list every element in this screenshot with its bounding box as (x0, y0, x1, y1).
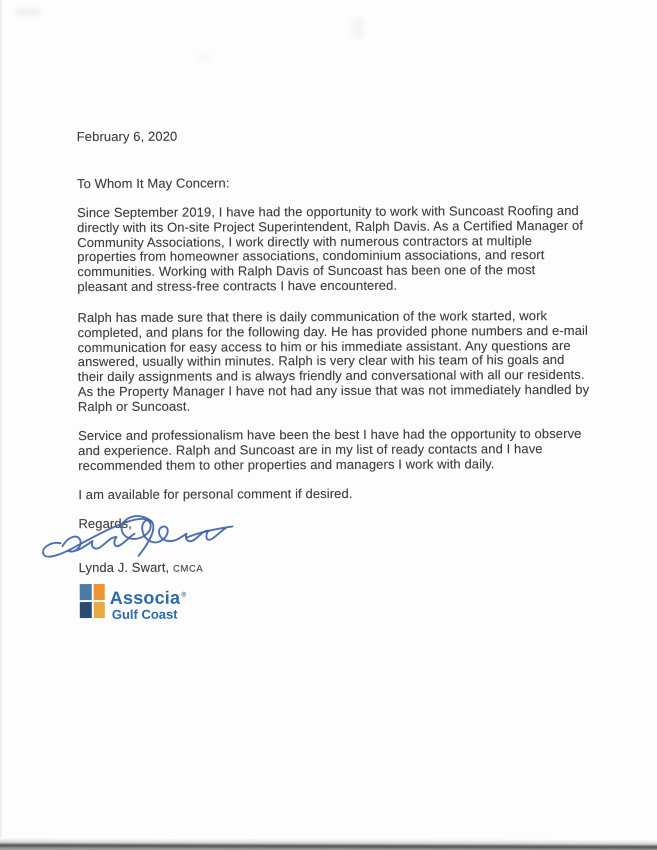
salutation: To Whom It May Concern: (76, 175, 230, 192)
logo-text-block (110, 584, 187, 622)
brand-name: Associa® (109, 587, 187, 608)
logo-square-bottom-right (93, 602, 105, 618)
signer-name: Lynda J. Swart, (78, 559, 170, 576)
signer-credentials: CMCA (172, 563, 204, 575)
associa-logo-mark-icon (80, 584, 105, 618)
scan-smudge (16, 8, 40, 16)
paragraph-introduction: Since September 2019, I have had the opportunity to work with Suncoast Roofing and directly with its On-site Project Superintendent, Ralph Davis. As a Certified Manager of Community Associations, I work directly with numerous contractors at multiple properties from homeowner associations, condominium associations, and resort communities. Working with Ralph Davis of Suncoast has been one of the most pleasant and stress-free contracts I have encountered. (77, 202, 584, 295)
logo-square-top-right (93, 584, 105, 600)
letter-date: February 6, 2020 (76, 128, 178, 145)
paragraph-communication: Ralph has made sure that there is daily communication of the work started, work completed, and plans for the following day. He has provided phone numbers and e-mail communication for easy access to him or his immediate assistant. Any questions are answered, usually within minutes. Ralph is very clear with his team of his goals and their daily assignments and is always friendly and conversational with all our residents. As the Property Manager I have not had any issue that was not immediately handled by Ralph or Suncoast. (77, 308, 590, 414)
availability-line: I am available for personal comment if desired. (78, 485, 353, 503)
brand-region: Gulf Coast (111, 606, 178, 622)
logo-square-top-left (80, 584, 92, 600)
scan-smudge (352, 18, 364, 38)
scan-smudge (196, 55, 212, 62)
associa-logo (80, 584, 187, 622)
logo-square-bottom-left (80, 602, 92, 618)
typed-signature-name (79, 559, 595, 578)
trademark-symbol: ® (181, 591, 187, 599)
paragraph-recommendation: Service and professionalism have been the best I have had the opportunity to observe and experience. Ralph and Suncoast are in my list of ready contacts and I have recommended them to other properties and managers I work with daily. (78, 425, 582, 473)
closing-line: Regards, (78, 515, 133, 532)
scan-page-bottom-edge (0, 837, 657, 850)
